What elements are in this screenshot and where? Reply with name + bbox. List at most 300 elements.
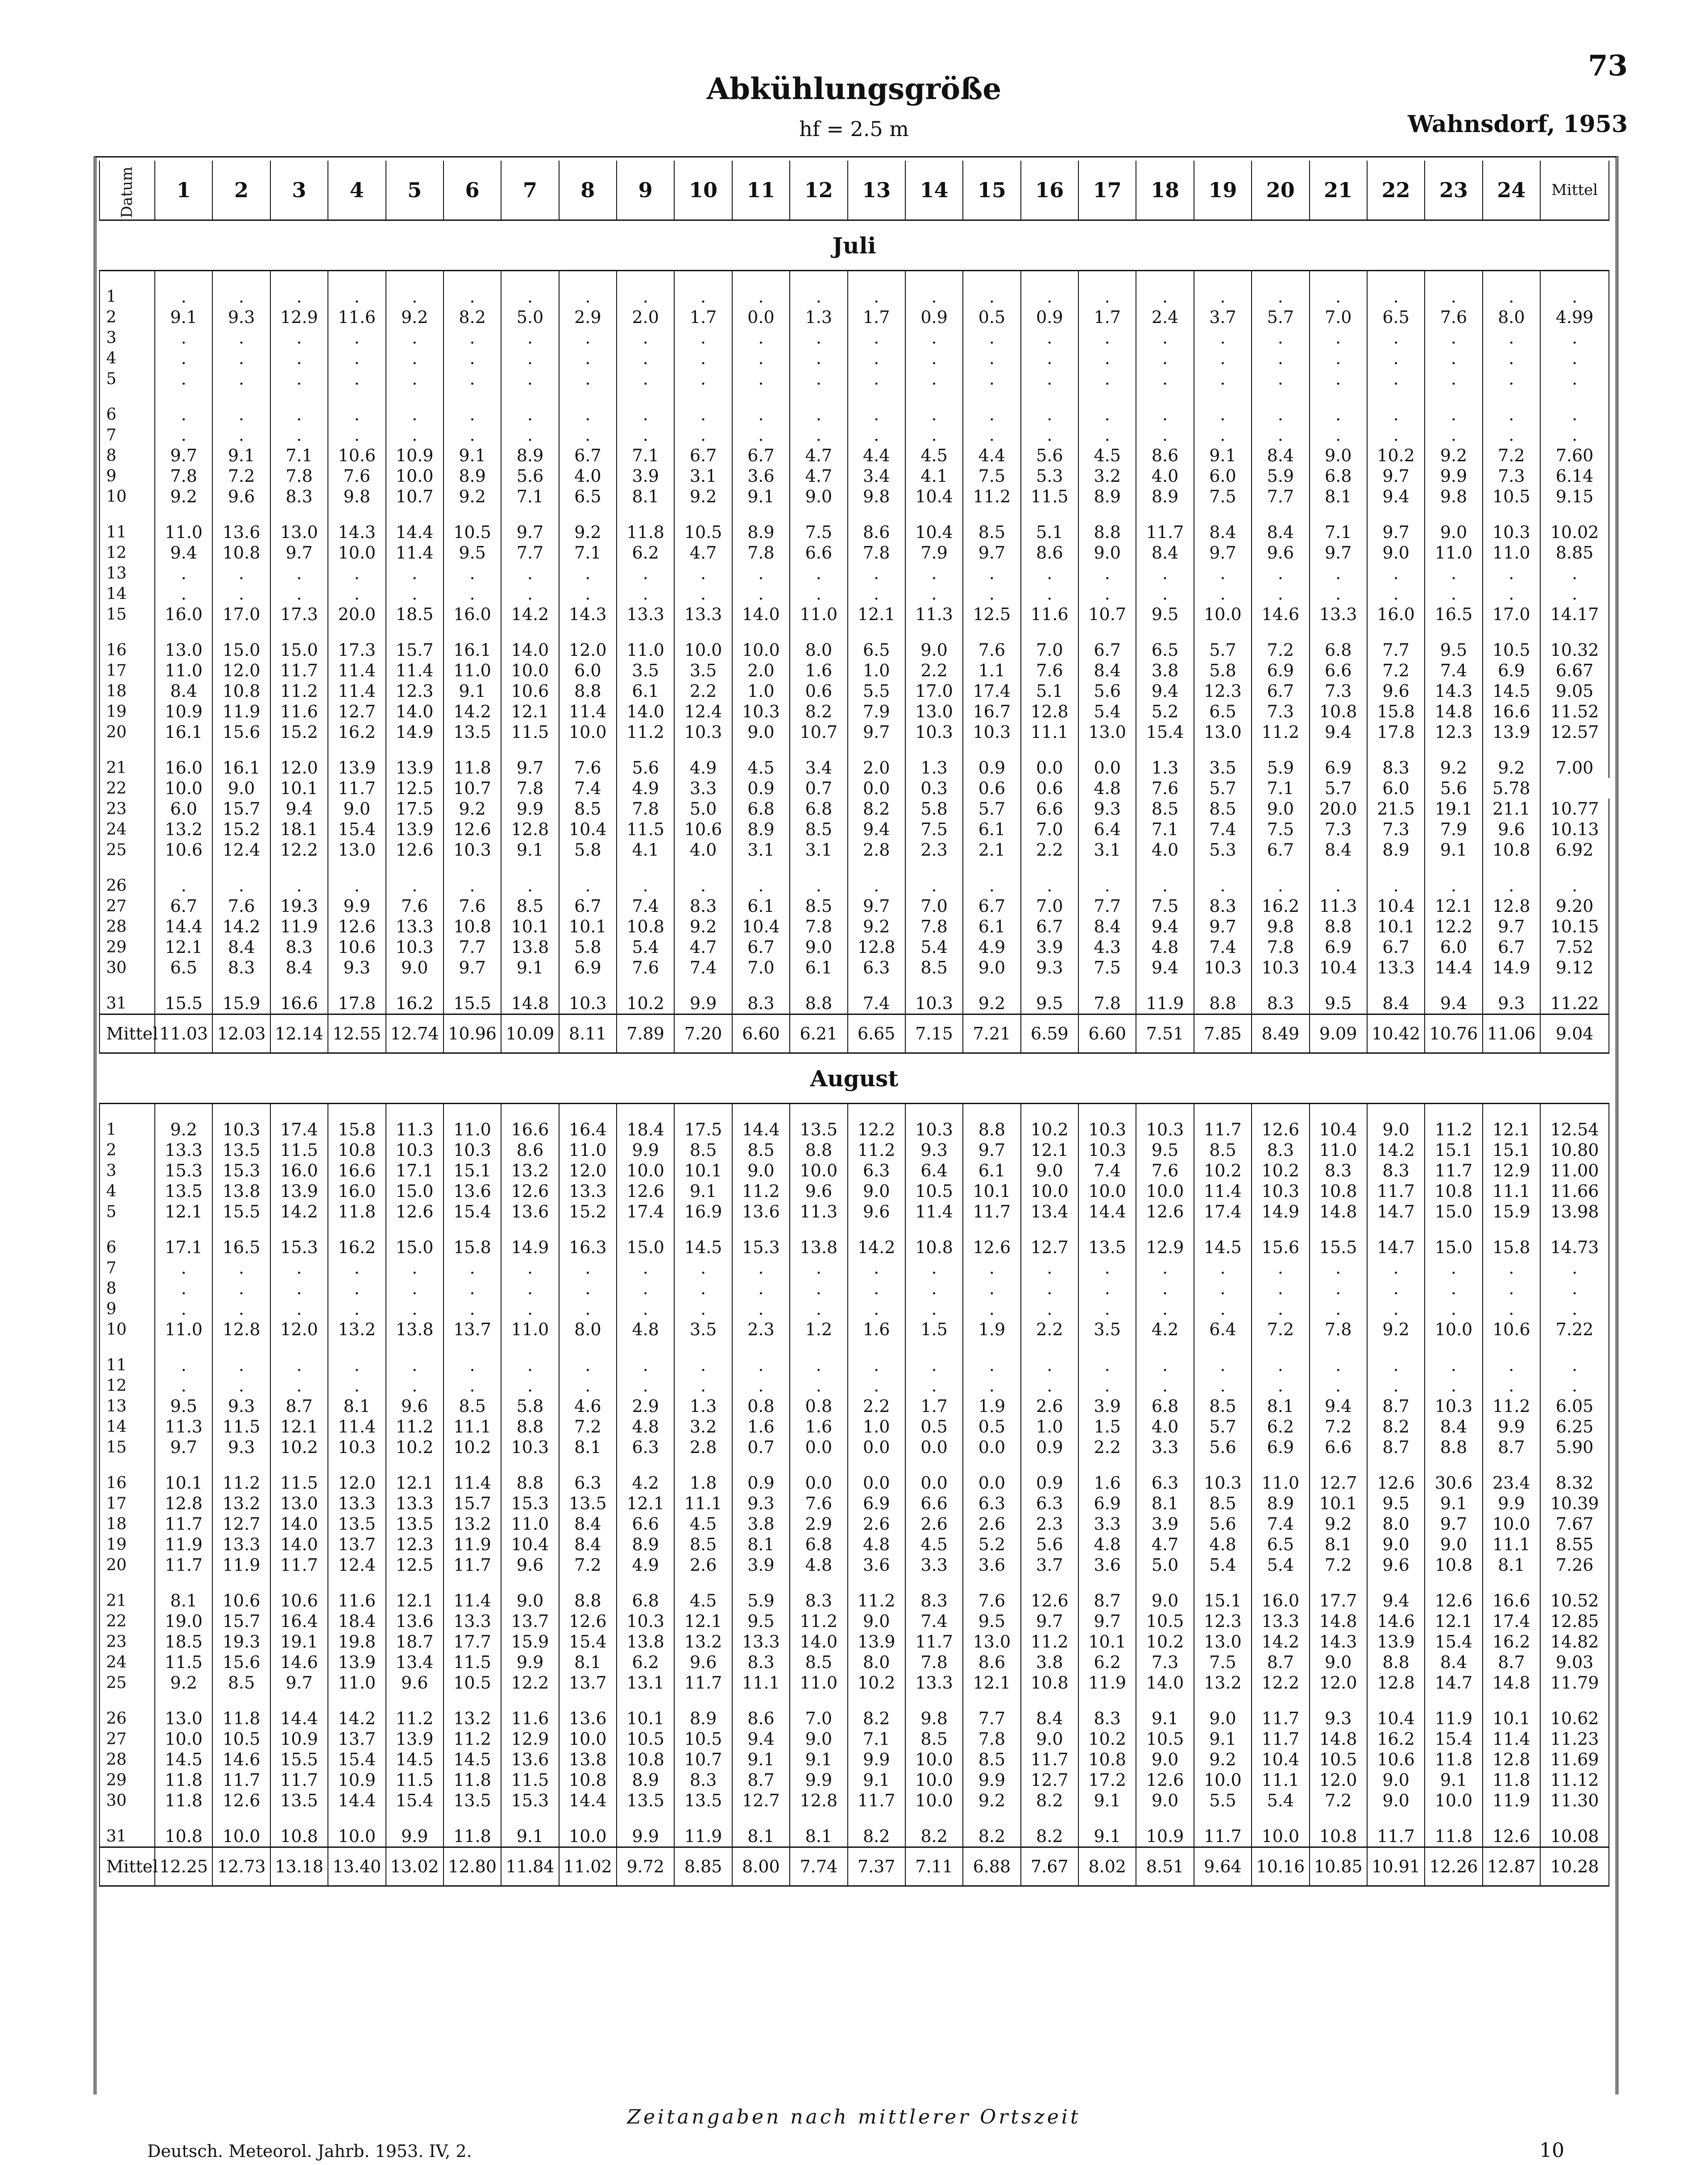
value-cell: 8.8 [1367,1652,1425,1672]
value-cell: . [732,1278,790,1299]
value-cell: 13.3 [674,604,732,625]
value-cell: . [617,1258,674,1278]
value-cell: 12.2 [501,1672,559,1693]
value-cell: . [1021,368,1078,389]
value-cell: 6.7 [732,937,790,957]
value-cell: 9.8 [905,1708,963,1729]
column-header-hour: 23 [1425,161,1482,220]
group-spacer [99,625,1609,640]
spacer-cell [1021,978,1078,993]
mean-row [99,1847,1609,1886]
table-row [99,1631,1609,1652]
value-cell: 9.2 [444,799,501,819]
spacer-cell [1425,1693,1482,1708]
table-row [99,1140,1609,1160]
mean-cell: 6.25 [1540,1416,1609,1437]
value-cell: 15.8 [444,1237,501,1258]
value-cell: 6.2 [617,1652,674,1672]
value-cell: 14.4 [270,1708,328,1729]
value-cell: 10.8 [155,1826,212,1847]
value-cell: . [1425,563,1482,584]
mean-cell: 11.23 [1540,1729,1609,1749]
value-cell: . [328,563,386,584]
spacer-cell [732,978,790,993]
spacer-cell [905,742,963,758]
value-cell: 10.0 [1194,604,1252,625]
spacer-cell [559,1693,617,1708]
value-cell: 9.5 [1136,604,1194,625]
day-cell: 14 [99,1416,155,1437]
value-cell: 5.6 [1194,1437,1252,1457]
value-cell: . [1367,563,1425,584]
table-row [99,1514,1609,1534]
month-heading-row [99,220,1609,271]
table-row [99,1672,1609,1693]
value-cell: 4.6 [559,1396,617,1416]
value-cell: 9.1 [1194,1729,1252,1749]
value-cell: 8.6 [501,1140,559,1160]
spacer-cell [444,1222,501,1237]
value-cell: 10.1 [155,1473,212,1493]
value-cell: 9.0 [1136,1790,1194,1811]
table-row [99,937,1609,957]
value-cell: 10.0 [559,1729,617,1749]
spacer-cell [155,742,212,758]
spacer-cell [848,860,905,875]
value-cell: 6.3 [848,957,905,978]
value-cell: 15.2 [270,722,328,742]
value-cell: 17.4 [270,1119,328,1140]
mean-cell: 10.08 [1540,1826,1609,1847]
table-row [99,1493,1609,1514]
value-cell: 8.3 [270,937,328,957]
mean-value-cell: 12.55 [328,1014,386,1053]
value-cell: 14.8 [1483,1672,1540,1693]
spacer-cell [559,1222,617,1237]
value-cell: 15.4 [328,1749,386,1770]
value-cell: 11.2 [212,1473,270,1493]
column-header-hour: 2 [212,161,270,220]
value-cell: 12.5 [386,778,444,799]
value-cell: . [848,348,905,368]
value-cell: 17.3 [328,640,386,660]
value-cell: 13.3 [386,916,444,937]
spacer-cell [328,1222,386,1237]
spacer-cell [328,507,386,522]
value-cell: 7.0 [1310,307,1367,327]
value-cell: 8.0 [1483,307,1540,327]
value-cell: . [790,1355,847,1375]
spacer-cell [270,1340,328,1355]
spacer-cell [1252,1457,1309,1473]
value-cell: 10.3 [1078,1140,1136,1160]
value-cell: 9.8 [1252,916,1309,937]
value-cell: . [155,1299,212,1319]
value-cell: 8.5 [1136,799,1194,819]
value-cell: 0.6 [1021,778,1078,799]
value-cell: 14.2 [1367,1140,1425,1160]
spacer-cell [1540,1811,1609,1826]
value-cell: 11.9 [270,916,328,937]
value-cell: . [559,875,617,896]
value-cell: 11.5 [444,1652,501,1672]
spacer-cell [1136,860,1194,875]
value-cell: 10.0 [617,1160,674,1181]
value-cell: 10.0 [155,778,212,799]
spacer-cell [1310,1811,1367,1826]
value-cell: . [559,1258,617,1278]
spacer-cell [1483,860,1540,875]
value-cell: 6.3 [559,1473,617,1493]
value-cell: 10.5 [1310,1749,1367,1770]
spacer-cell [1310,271,1367,287]
value-cell: 9.1 [444,681,501,701]
spacer-cell [1078,1104,1136,1120]
value-cell: 2.0 [732,660,790,681]
value-cell: 8.8 [1078,522,1136,542]
value-cell: 15.5 [270,1749,328,1770]
value-cell: 13.3 [559,1181,617,1201]
value-cell: 11.7 [1252,1729,1309,1749]
value-cell: 5.9 [1252,758,1309,778]
value-cell: 5.6 [501,466,559,486]
value-cell: 12.8 [1021,701,1078,722]
value-cell: 15.7 [386,640,444,660]
value-cell: . [790,875,847,896]
spacer-cell [212,1222,270,1237]
value-cell: 13.8 [617,1631,674,1652]
value-cell: 17.0 [905,681,963,701]
value-cell: 5.7 [1252,307,1309,327]
value-cell: 13.8 [559,1749,617,1770]
value-cell: 11.8 [155,1790,212,1811]
value-cell: 12.6 [1136,1201,1194,1222]
value-cell: 10.3 [963,722,1020,742]
value-cell: . [328,286,386,307]
value-cell: 16.2 [386,993,444,1014]
value-cell: 12.9 [501,1729,559,1749]
value-cell: 9.1 [1136,1708,1194,1729]
value-cell: 3.3 [674,778,732,799]
table-row [99,1355,1609,1375]
spacer-cell [617,978,674,993]
value-cell: . [1194,1299,1252,1319]
value-cell: . [501,1355,559,1375]
mean-value-cell: 6.88 [963,1847,1020,1886]
value-cell: . [212,327,270,348]
value-cell: 8.8 [501,1473,559,1493]
value-cell: 13.2 [155,819,212,840]
value-cell: 3.2 [1078,466,1136,486]
value-cell: 0.9 [1021,307,1078,327]
value-cell: 12.1 [963,1672,1020,1693]
value-cell: 11.2 [1483,1396,1540,1416]
value-cell: 14.2 [270,1201,328,1222]
value-cell: . [501,286,559,307]
value-cell: . [328,1258,386,1278]
day-cell: 6 [99,1237,155,1258]
spacer-cell [905,271,963,287]
value-cell: 13.0 [155,640,212,660]
mean-value-cell: 10.42 [1367,1014,1425,1053]
spacer-cell [1194,1575,1252,1590]
value-cell: 0.0 [790,1437,847,1457]
value-cell: 16.2 [328,1237,386,1258]
value-cell: . [848,1355,905,1375]
table-row [99,1416,1609,1437]
mean-cell: 11.00 [1540,1160,1609,1181]
value-cell: 5.8 [559,840,617,860]
value-cell: 8.7 [1483,1652,1540,1672]
value-cell: 0.5 [963,1416,1020,1437]
value-cell: . [386,404,444,425]
value-cell: 2.9 [790,1514,847,1534]
mean-value-cell: 12.03 [212,1014,270,1053]
mean-cell: 7.26 [1540,1555,1609,1575]
value-cell: . [1078,368,1136,389]
value-cell: 16.0 [1252,1590,1309,1611]
spacer-cell [444,1811,501,1826]
column-header-hour: 13 [848,161,905,220]
value-cell: 10.4 [1367,896,1425,916]
value-cell: . [790,1258,847,1278]
value-cell: 12.4 [212,840,270,860]
mean-cell: . [1540,1375,1609,1396]
value-cell: 15.0 [386,1181,444,1201]
value-cell: 0.9 [1021,1473,1078,1493]
value-cell: 2.2 [1021,1319,1078,1340]
value-cell: 10.3 [1136,1119,1194,1140]
value-cell: 11.4 [1194,1181,1252,1201]
value-cell: 6.7 [155,896,212,916]
spacer-cell [963,1575,1020,1590]
value-cell: . [155,875,212,896]
spacer-cell [1252,860,1309,875]
value-cell: 8.5 [1194,1493,1252,1514]
value-cell: 9.7 [270,1672,328,1693]
value-cell: 17.4 [1194,1201,1252,1222]
value-cell: 7.5 [1194,486,1252,507]
value-cell: 13.0 [155,1708,212,1729]
spacer-cell [328,860,386,875]
value-cell: 13.0 [1078,722,1136,742]
value-cell: 9.0 [790,1729,847,1749]
value-cell: 9.9 [1483,1493,1540,1514]
value-cell: 13.0 [1194,722,1252,742]
value-cell: 11.0 [501,1319,559,1340]
value-cell: 14.7 [1425,1672,1482,1693]
value-cell: . [386,1278,444,1299]
day-cell: 9 [99,466,155,486]
value-cell: . [270,1258,328,1278]
value-cell: 10.5 [1483,486,1540,507]
value-cell: 14.6 [1252,604,1309,625]
value-cell: . [1252,563,1309,584]
value-cell: . [905,404,963,425]
value-cell: . [1367,425,1425,445]
spacer-cell [1483,1575,1540,1590]
value-cell: 16.6 [501,1119,559,1140]
value-cell: 11.7 [155,1514,212,1534]
spacer-cell [212,860,270,875]
spacer-cell [1483,742,1540,758]
spacer-cell [732,1222,790,1237]
value-cell: . [848,286,905,307]
value-cell: 7.3 [1310,681,1367,701]
spacer-cell [1367,271,1425,287]
value-cell: 19.3 [212,1631,270,1652]
spacer-cell [1483,978,1540,993]
value-cell: . [386,348,444,368]
value-cell: 8.6 [732,1708,790,1729]
value-cell: 5.6 [1078,681,1136,701]
value-cell: . [1367,404,1425,425]
value-cell: . [1367,1299,1425,1319]
value-cell: 7.1 [1136,819,1194,840]
spacer-cell [732,271,790,287]
value-cell: 12.2 [1425,916,1482,937]
value-cell: 5.7 [1310,778,1367,799]
table-row [99,327,1609,348]
spacer-cell [386,271,444,287]
value-cell: . [674,404,732,425]
value-cell: 1.6 [790,660,847,681]
value-cell: 11.7 [212,1770,270,1790]
value-cell: 12.6 [963,1237,1020,1258]
day-cell: 15 [99,604,155,625]
value-cell: 7.4 [905,1611,963,1631]
value-cell: 11.2 [444,1729,501,1749]
value-cell: 14.5 [386,1749,444,1770]
value-cell: 15.0 [386,1237,444,1258]
value-cell: 9.2 [1310,1514,1367,1534]
spacer-cell [1367,507,1425,522]
value-cell: 6.5 [559,486,617,507]
table-row [99,681,1609,701]
value-cell: 9.1 [501,1826,559,1847]
value-cell: . [501,1299,559,1319]
value-cell: 7.8 [963,1729,1020,1749]
value-cell: 3.9 [1021,937,1078,957]
value-cell: 1.3 [674,1396,732,1416]
value-cell: 0.0 [790,1473,847,1493]
value-cell: 15.3 [732,1237,790,1258]
value-cell: 10.2 [1136,1631,1194,1652]
table-row [99,1437,1609,1457]
value-cell: 11.0 [790,604,847,625]
value-cell: 10.4 [1310,957,1367,978]
value-cell: . [386,425,444,445]
value-cell: 15.1 [1483,1140,1540,1160]
value-cell: 7.6 [559,758,617,778]
spacer-cell [1252,1575,1309,1590]
spacer-cell [1021,742,1078,758]
value-cell: . [444,563,501,584]
mean-cell: 10.80 [1540,1140,1609,1160]
value-cell: 10.8 [1310,1181,1367,1201]
value-cell: . [1021,286,1078,307]
value-cell: . [1483,1258,1540,1278]
spacer-cell [1367,1457,1425,1473]
mean-cell: . [1540,875,1609,896]
value-cell: 14.0 [270,1534,328,1555]
value-cell: . [1021,327,1078,348]
value-cell: 8.5 [905,957,963,978]
value-cell: 5.2 [963,1534,1020,1555]
value-cell: 15.5 [444,993,501,1014]
value-cell: 9.0 [732,722,790,742]
value-cell: 12.6 [1367,1473,1425,1493]
value-cell: 10.3 [617,1611,674,1631]
value-cell: 10.1 [559,916,617,937]
mean-value-cell: 7.74 [790,1847,847,1886]
value-cell: 11.9 [674,1826,732,1847]
value-cell: 10.6 [501,681,559,701]
value-cell: 8.4 [270,957,328,978]
column-header-hour: 19 [1194,161,1252,220]
value-cell: 6.6 [1310,1437,1367,1457]
day-cell: 12 [99,1375,155,1396]
value-cell: 10.6 [212,1590,270,1611]
mean-value-cell: 7.21 [963,1014,1020,1053]
value-cell: 4.5 [905,1534,963,1555]
value-cell: . [1194,875,1252,896]
value-cell: 3.5 [1194,758,1252,778]
value-cell: 15.1 [1425,1140,1482,1160]
group-spacer [99,1693,1609,1708]
value-cell: . [1078,1278,1136,1299]
value-cell: 9.5 [1136,1140,1194,1160]
value-cell: 10.6 [328,937,386,957]
value-cell: 10.0 [1021,1181,1078,1201]
value-cell: 7.8 [155,466,212,486]
value-cell: 4.0 [1136,1416,1194,1437]
mean-value-cell: 12.80 [444,1847,501,1886]
value-cell: 15.4 [328,819,386,840]
value-cell: 15.0 [212,640,270,660]
mean-cell: 9.05 [1540,681,1609,701]
value-cell: 13.5 [270,1790,328,1811]
value-cell: . [1425,348,1482,368]
value-cell: 6.7 [1252,681,1309,701]
value-cell: . [559,1355,617,1375]
value-cell: 19.8 [328,1631,386,1652]
value-cell: 5.8 [501,1396,559,1416]
value-cell: 13.4 [1021,1201,1078,1222]
day-cell: 17 [99,660,155,681]
spacer-cell [674,742,732,758]
value-cell: 16.0 [328,1181,386,1201]
value-cell: 6.7 [674,445,732,466]
value-cell: 7.5 [1252,819,1309,840]
value-cell: 9.7 [501,758,559,778]
value-cell: 13.6 [559,1708,617,1729]
day-cell: 27 [99,1729,155,1749]
value-cell: 0.9 [905,307,963,327]
value-cell: 9.0 [1310,1652,1367,1672]
value-cell: . [1252,404,1309,425]
value-cell: 14.0 [790,1631,847,1652]
value-cell: 13.9 [270,1181,328,1201]
column-header-hour: 12 [790,161,847,220]
value-cell: 9.6 [674,1652,732,1672]
value-cell: 11.4 [328,681,386,701]
table-row [99,758,1609,778]
value-cell: 11.0 [1483,542,1540,563]
value-cell: 16.6 [328,1160,386,1181]
value-cell: 13.7 [501,1611,559,1631]
value-cell: 4.1 [617,840,674,860]
